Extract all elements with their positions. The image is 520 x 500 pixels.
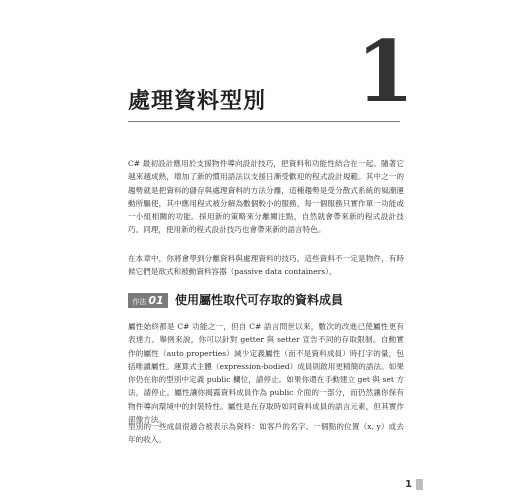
chapter-title: 處理資料型別 — [128, 88, 267, 114]
section-paragraph-1: 屬性始終都是 C# 功能之一，但自 C# 語言問世以來，數次的改進已使屬性更有表達力。舉例來說，你可以針對 getter 與 setter 宣告不同的存取限制。自動實作的屬性（auto properties）減少定義屬性（而不是資料成員）時打字的量，包括唯讀屬性。運算式主體（expression-bodied）成員則啟用更精簡的語法。如果你仍在你的型別中定義 public 欄位，請停止。如果你還在手動建立 get 與 set 方法，請停止。屬性讓你揭露資料成員作為 public 介面的一部分，而仍然讓你保有物件導向環境中的封裝特性。屬性是在存取時如同資料成員的語言元素，但其實作卻像方法。 — [128, 322, 404, 425]
section-tag-label: 作法 — [132, 298, 147, 306]
intro-paragraph-1: C# 最初設計應用於支援物件導向設計技巧，把資料和功能性結合在一起。隨著它越來越成熟，增加了新的慣用語法以支援日漸受歡迎的程式設計規範。其中之一的趨勢就是把資料的儲存與處理資料的方法分離，這種趨勢是受分散式系統的風潮運動所驅使，其中應用程式被分解為數個較小的服務，每一個服務只實作單一功能或一小組相關的功能。採用新的策略來分離關注點，自然就會帶來新的程式設計技巧。同理，使用新的程式設計技巧也會帶來新的語言特色。 — [128, 159, 404, 235]
section-paragraph-2: 型別的一些成員很適合被表示為資料：如客戶的名字、一個點的位置（x, y）或去年的收入。 — [128, 422, 404, 445]
intro-paragraph-2: 在本章中，你將會學到分離資料與處理資料的技巧，這些資料不一定是物件，有時候它們是欲式和被動資料容器（passive data containers）。 — [128, 254, 404, 277]
section-tag-number: 01 — [148, 294, 164, 307]
chapter-number: 1 — [356, 22, 415, 121]
title-divider — [128, 121, 400, 122]
page-number: 1 — [405, 479, 412, 490]
page-marker — [416, 479, 423, 490]
section-tag — [128, 293, 168, 308]
section-title: 使用屬性取代可存取的資料成員 — [175, 293, 344, 307]
